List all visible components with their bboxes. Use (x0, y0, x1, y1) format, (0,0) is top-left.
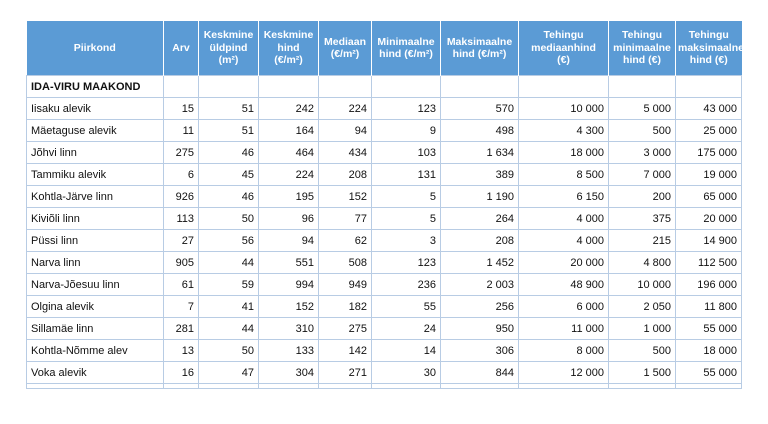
value-cell: 11 800 (676, 296, 742, 318)
value-cell: 43 000 (676, 98, 742, 120)
value-cell: 4 800 (609, 252, 676, 274)
value-cell: 926 (164, 186, 199, 208)
value-cell: 1 000 (609, 318, 676, 340)
value-cell: 275 (164, 142, 199, 164)
table-body (27, 76, 742, 389)
value-cell: 11 000 (519, 318, 609, 340)
value-cell: 271 (319, 362, 372, 384)
value-cell: 142 (319, 340, 372, 362)
value-cell: 8 500 (519, 164, 609, 186)
value-cell: 25 000 (676, 120, 742, 142)
value-cell: 375 (609, 208, 676, 230)
value-cell: 224 (259, 164, 319, 186)
value-cell: 6 000 (519, 296, 609, 318)
value-cell: 5 (372, 208, 441, 230)
value-cell: 242 (259, 98, 319, 120)
value-cell: 389 (441, 164, 519, 186)
value-cell: 256 (441, 296, 519, 318)
value-cell: 994 (259, 274, 319, 296)
column-header-line: Tehingu (688, 29, 729, 42)
value-cell: 94 (319, 120, 372, 142)
value-cell: 44 (199, 252, 259, 274)
region-name-cell: Mäetaguse alevik (27, 120, 164, 142)
region-name-cell: Tammiku alevik (27, 164, 164, 186)
value-cell: 16 (164, 362, 199, 384)
column-header (519, 21, 609, 76)
value-cell: 47 (199, 362, 259, 384)
region-name-cell: Kiviõli linn (27, 208, 164, 230)
value-cell: 182 (319, 296, 372, 318)
value-cell: 61 (164, 274, 199, 296)
value-cell: 51 (199, 120, 259, 142)
value-cell: 3 000 (609, 142, 676, 164)
value-cell: 434 (319, 142, 372, 164)
value-cell: 208 (441, 230, 519, 252)
column-header-line: Keskmine (263, 29, 314, 42)
region-name-cell: Jõhvi linn (27, 142, 164, 164)
table-row (27, 230, 742, 252)
value-cell: 208 (319, 164, 372, 186)
column-header-line: Keskmine (203, 29, 254, 42)
value-cell: 50 (199, 208, 259, 230)
value-cell: 1 452 (441, 252, 519, 274)
value-cell: 4 000 (519, 230, 609, 252)
value-cell: 77 (319, 208, 372, 230)
value-cell: 10 000 (609, 274, 676, 296)
column-header-line: Maksimaalne (446, 35, 513, 48)
column-header (372, 21, 441, 76)
section-label: IDA-VIRU MAAKOND (27, 76, 164, 98)
value-cell: 152 (319, 186, 372, 208)
table-row (27, 362, 742, 384)
value-cell: 123 (372, 98, 441, 120)
value-cell: 196 000 (676, 274, 742, 296)
table-row-cutoff (27, 384, 742, 389)
table-row (27, 274, 742, 296)
column-header-line: (€/m²) (330, 48, 360, 60)
value-cell: 13 (164, 340, 199, 362)
column-header-line: Tehingu (543, 29, 584, 42)
value-cell: 224 (319, 98, 372, 120)
value-cell: 275 (319, 318, 372, 340)
value-cell: 152 (259, 296, 319, 318)
value-cell: 10 000 (519, 98, 609, 120)
table-row (27, 340, 742, 362)
value-cell: 94 (259, 230, 319, 252)
value-cell: 30 (372, 362, 441, 384)
column-header-line: hind (€/m²) (379, 48, 433, 60)
value-cell: 844 (441, 362, 519, 384)
value-cell: 55 000 (676, 318, 742, 340)
section-row (27, 76, 742, 98)
region-name-cell: Püssi linn (27, 230, 164, 252)
column-header-line: minimaalne (613, 41, 671, 54)
value-cell: 7 (164, 296, 199, 318)
value-cell: 9 (372, 120, 441, 142)
value-cell: 175 000 (676, 142, 742, 164)
value-cell: 5 (372, 186, 441, 208)
value-cell: 46 (199, 142, 259, 164)
value-cell: 464 (259, 142, 319, 164)
value-cell: 200 (609, 186, 676, 208)
region-name-cell: Kohtla-Nõmme alev (27, 340, 164, 362)
column-header (441, 21, 519, 76)
value-cell: 14 900 (676, 230, 742, 252)
value-cell: 4 300 (519, 120, 609, 142)
value-cell: 123 (372, 252, 441, 274)
value-cell: 264 (441, 208, 519, 230)
value-cell: 20 000 (519, 252, 609, 274)
column-header-line: hind (277, 41, 300, 54)
column-header (27, 21, 164, 76)
value-cell: 281 (164, 318, 199, 340)
value-cell: 62 (319, 230, 372, 252)
value-cell: 164 (259, 120, 319, 142)
value-cell: 18 000 (519, 142, 609, 164)
value-cell: 1 500 (609, 362, 676, 384)
value-cell: 310 (259, 318, 319, 340)
column-header (609, 21, 676, 76)
value-cell: 905 (164, 252, 199, 274)
value-cell: 215 (609, 230, 676, 252)
value-cell: 113 (164, 208, 199, 230)
value-cell: 498 (441, 120, 519, 142)
value-cell: 306 (441, 340, 519, 362)
value-cell: 103 (372, 142, 441, 164)
value-cell: 1 634 (441, 142, 519, 164)
table-row (27, 318, 742, 340)
value-cell: 55 (372, 296, 441, 318)
value-cell: 55 000 (676, 362, 742, 384)
price-statistics-table (26, 21, 742, 389)
table-row (27, 296, 742, 318)
value-cell: 195 (259, 186, 319, 208)
table-row (27, 186, 742, 208)
column-header (676, 21, 742, 76)
value-cell: 46 (199, 186, 259, 208)
table-header-row (27, 21, 742, 76)
value-cell: 2 050 (609, 296, 676, 318)
value-cell: 3 (372, 230, 441, 252)
column-header-line: üldpind (209, 41, 248, 54)
value-cell: 51 (199, 98, 259, 120)
value-cell: 12 000 (519, 362, 609, 384)
column-header-line: Arv (172, 41, 190, 54)
table-row (27, 98, 742, 120)
value-cell: 48 900 (519, 274, 609, 296)
value-cell: 7 000 (609, 164, 676, 186)
table-row (27, 142, 742, 164)
value-cell: 4 000 (519, 208, 609, 230)
column-header (164, 21, 199, 76)
region-name-cell: Narva-Jõesuu linn (27, 274, 164, 296)
column-header-line: hind (€) (623, 54, 661, 67)
value-cell: 950 (441, 318, 519, 340)
value-cell: 5 000 (609, 98, 676, 120)
value-cell: 500 (609, 120, 676, 142)
value-cell: 500 (609, 340, 676, 362)
value-cell: 15 (164, 98, 199, 120)
column-header (319, 21, 372, 76)
value-cell: 41 (199, 296, 259, 318)
region-name-cell: Sillamäe linn (27, 318, 164, 340)
column-header (199, 21, 259, 76)
value-cell: 2 003 (441, 274, 519, 296)
table-row (27, 120, 742, 142)
column-header-line: Minimaalne (377, 35, 435, 48)
value-cell: 65 000 (676, 186, 742, 208)
column-header (259, 21, 319, 76)
value-cell: 508 (319, 252, 372, 274)
column-header-line: (€) (557, 54, 570, 67)
table-row (27, 164, 742, 186)
value-cell: 24 (372, 318, 441, 340)
column-header-line: hind (€) (689, 54, 728, 67)
column-header-line: (m²) (218, 54, 239, 67)
column-header-line: mediaanhind (531, 41, 596, 54)
value-cell: 45 (199, 164, 259, 186)
region-name-cell: Voka alevik (27, 362, 164, 384)
value-cell: 304 (259, 362, 319, 384)
value-cell: 14 (372, 340, 441, 362)
value-cell: 19 000 (676, 164, 742, 186)
value-cell: 236 (372, 274, 441, 296)
value-cell: 570 (441, 98, 519, 120)
value-cell: 59 (199, 274, 259, 296)
value-cell: 1 190 (441, 186, 519, 208)
price-table-container (26, 21, 744, 389)
value-cell: 112 500 (676, 252, 742, 274)
value-cell: 6 150 (519, 186, 609, 208)
value-cell: 8 000 (519, 340, 609, 362)
column-header-line: Tehingu (621, 29, 663, 42)
value-cell: 551 (259, 252, 319, 274)
region-name-cell: Kohtla-Järve linn (27, 186, 164, 208)
table-row (27, 252, 742, 274)
value-cell: 131 (372, 164, 441, 186)
column-header-line: Piirkond (73, 41, 116, 54)
region-name-cell: Olgina alevik (27, 296, 164, 318)
table-row (27, 208, 742, 230)
region-name-cell: Iisaku alevik (27, 98, 164, 120)
column-header-line: maksimaalne (678, 41, 744, 54)
value-cell: 949 (319, 274, 372, 296)
column-header-line: hind (€/m²) (452, 48, 507, 60)
column-header-line: Mediaan (323, 35, 366, 48)
value-cell: 56 (199, 230, 259, 252)
column-header-line: (€/m²) (274, 54, 303, 67)
value-cell: 20 000 (676, 208, 742, 230)
region-name-cell: Narva linn (27, 252, 164, 274)
value-cell: 50 (199, 340, 259, 362)
value-cell: 11 (164, 120, 199, 142)
value-cell: 133 (259, 340, 319, 362)
value-cell: 44 (199, 318, 259, 340)
value-cell: 6 (164, 164, 199, 186)
value-cell: 27 (164, 230, 199, 252)
value-cell: 18 000 (676, 340, 742, 362)
value-cell: 96 (259, 208, 319, 230)
